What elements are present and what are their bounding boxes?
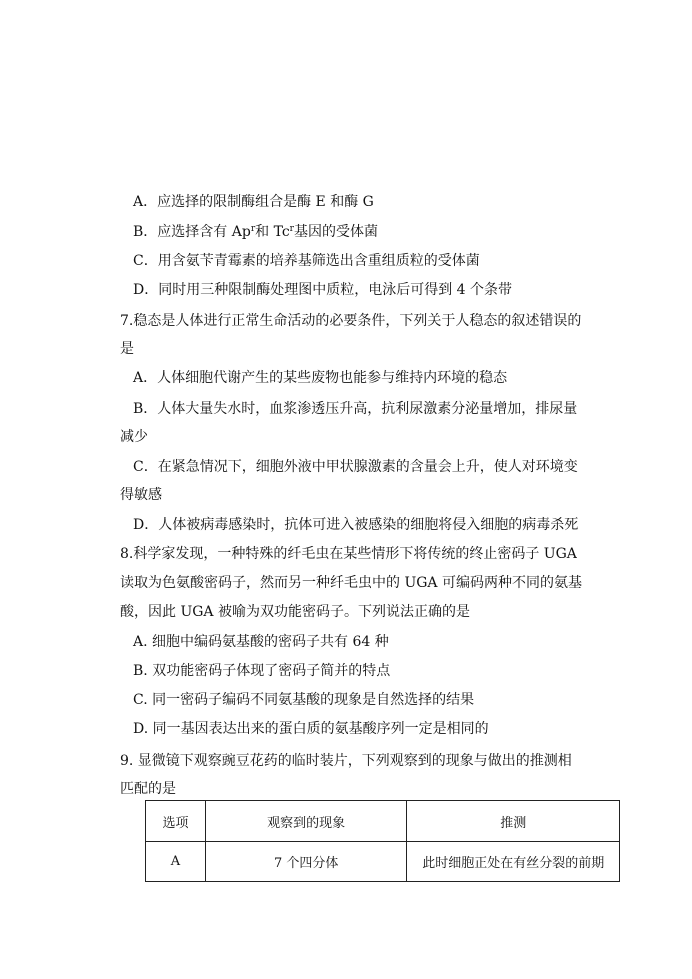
q6-option-d: D．同时用三种限制酶处理图中质粒，电泳后可得到 4 个条带 xyxy=(133,282,513,298)
q8-stem-line-1: 8.科学家发现，一种特殊的纤毛虫在某些情形下将传统的终止密码子 UGA xyxy=(120,546,577,562)
q7-option-b-line-2: 减少 xyxy=(120,429,148,445)
table-header-cell: 选项 xyxy=(146,801,206,842)
q7-stem-line-2: 是 xyxy=(120,341,134,357)
table-header-row xyxy=(146,801,620,842)
table-header-cell: 推测 xyxy=(407,801,620,842)
q8-option-d: D. 同一基因表达出来的蛋白质的氨基酸序列一定是相同的 xyxy=(133,721,489,737)
q6-option-b-post: 基因的受体菌 xyxy=(293,224,378,240)
q8-stem-line-2: 读取为色氨酸密码子，然而另一种纤毛虫中的 UGA 可编码两种不同的氨基 xyxy=(120,575,582,591)
q6-option-b xyxy=(133,223,378,241)
q6-option-b-sup2: r xyxy=(289,224,294,234)
q7-option-c-line-1: C．在紧急情况下，细胞外液中甲状腺激素的含量会上升，使人对环境变 xyxy=(133,459,578,475)
table-cell: 7 个四分体 xyxy=(205,842,407,882)
table-row xyxy=(146,842,620,882)
q6-option-c: C．用含氨苄青霉素的培养基筛选出含重组质粒的受体菌 xyxy=(133,253,480,269)
q6-option-a: A．应选择的限制酶组合是酶 E 和酶 G xyxy=(133,194,374,210)
q9-observation-table xyxy=(145,800,620,882)
q9-stem-line-1: 9. 显微镜下观察豌豆花药的临时装片，下列观察到的现象与做出的推测相 xyxy=(120,753,572,769)
q8-stem-line-3: 酸，因此 UGA 被喻为双功能密码子。下列说法正确的是 xyxy=(120,604,470,620)
q8-option-a: A. 细胞中编码氨基酸的密码子共有 64 种 xyxy=(133,634,389,650)
q8-option-b: B. 双功能密码子体现了密码子简并的特点 xyxy=(133,663,391,679)
q8-option-c: C. 同一密码子编码不同氨基酸的现象是自然选择的结果 xyxy=(133,692,475,708)
q6-option-b-pre: B．应选择含有 Ap xyxy=(133,224,251,240)
q7-option-b-line-1: B．人体大量失水时，血浆渗透压升高，抗利尿激素分泌量增加，排尿量 xyxy=(133,401,578,417)
q9-stem-line-2: 匹配的是 xyxy=(120,781,176,797)
q7-option-c-line-2: 得敏感 xyxy=(120,487,162,503)
q6-option-b-sup1: r xyxy=(250,224,256,234)
q6-option-b-mid: 和 Tc xyxy=(255,224,290,240)
table-header-cell: 观察到的现象 xyxy=(205,801,407,842)
q7-option-a: A．人体细胞代谢产生的某些废物也能参与维持内环境的稳态 xyxy=(133,370,508,386)
q7-option-d: D．人体被病毒感染时，抗体可进入被感染的细胞将侵入细胞的病毒杀死 xyxy=(133,517,579,533)
table-cell: 此时细胞正处在有丝分裂的前期 xyxy=(407,842,620,882)
q7-stem-line-1: 7.稳态是人体进行正常生命活动的必要条件，下列关于人稳态的叙述错误的 xyxy=(120,313,582,329)
table-cell: A xyxy=(146,842,206,882)
